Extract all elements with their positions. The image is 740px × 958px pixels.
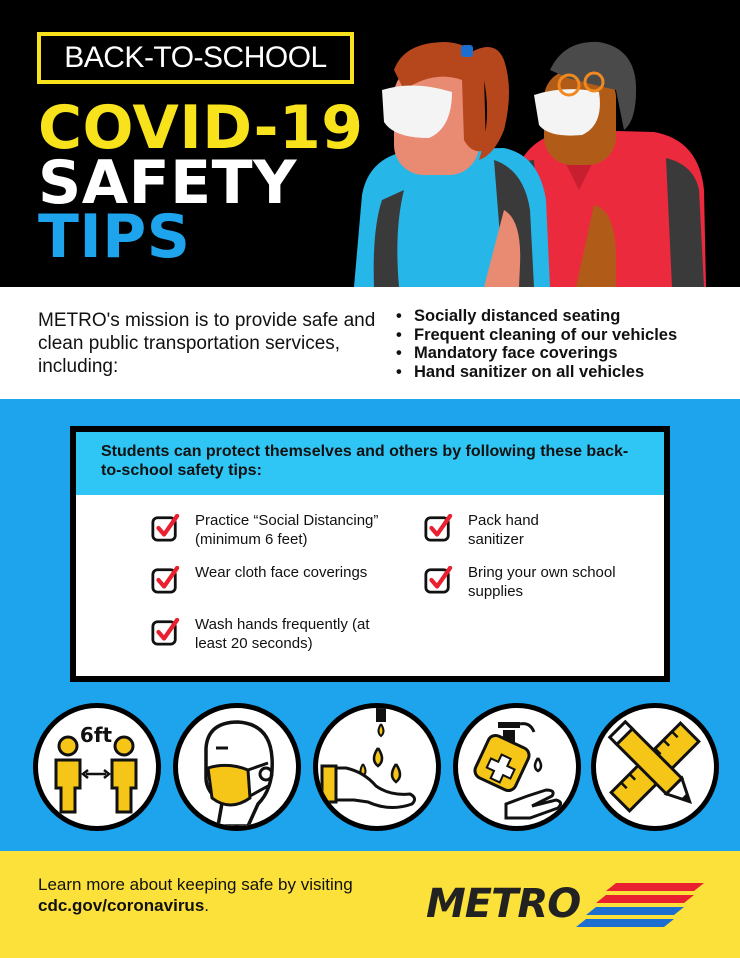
distance-label: 6ft	[79, 723, 113, 747]
checkbox-checked-icon	[150, 514, 180, 542]
checkbox-checked-icon	[423, 514, 453, 542]
tip-text: Wash hands frequently (at least 20 seconds)	[195, 616, 370, 652]
hero-kicker: BACK-TO-SCHOOL	[37, 32, 354, 84]
tip-text: Wear cloth face coverings	[195, 564, 368, 581]
footer-text-block	[38, 874, 353, 916]
tips-card	[70, 426, 670, 682]
students-illustration	[354, 30, 740, 287]
mission-section	[0, 287, 740, 399]
tip-item	[150, 564, 405, 594]
metro-logo-stripes-icon	[576, 879, 706, 935]
tip-text: Pack hand sanitizer	[468, 512, 539, 548]
mission-item: • Hand sanitizer on all vehicles	[396, 363, 677, 382]
tip-item	[150, 616, 405, 653]
checkbox-checked-icon	[150, 566, 180, 594]
footer-link-suffix: .	[204, 896, 210, 915]
hero-title-line2: SAFETY	[38, 148, 297, 218]
hand-sanitizer-icon	[453, 703, 581, 831]
footer	[0, 851, 740, 958]
cdc-link[interactable]: cdc.gov/coronavirus	[38, 896, 205, 915]
tip-item	[423, 564, 618, 601]
icon-row	[0, 703, 740, 831]
student-ponytail-figure	[354, 42, 550, 287]
school-supplies-icon	[591, 703, 719, 831]
mission-list	[396, 307, 677, 381]
safety-tips-section	[0, 399, 740, 851]
social-distance-icon	[33, 703, 161, 831]
checkbox-checked-icon	[150, 618, 180, 646]
tip-item	[150, 512, 405, 549]
mission-statement: METRO's mission is to provide safe and clean public transportation services, including:	[38, 310, 376, 377]
hero-title-line3: TIPS	[38, 202, 191, 272]
footer-text: Learn more about keeping safe by visiting	[38, 875, 353, 894]
face-mask-icon	[173, 703, 301, 831]
mission-item: • Socially distanced seating	[396, 307, 677, 326]
metro-logo-wordmark: METRO	[426, 881, 581, 927]
metro-logo	[426, 879, 706, 935]
hero-title-line1: COVID-19	[38, 93, 364, 163]
tips-heading: Students can protect themselves and others by following these back-to-school safety tips:	[76, 432, 664, 495]
tip-item	[423, 512, 598, 549]
hand-washing-icon	[313, 703, 441, 831]
tip-text: Practice “Social Distancing” (minimum 6 feet)	[195, 512, 379, 548]
mission-item: • Mandatory face coverings	[396, 344, 677, 363]
mission-item: • Frequent cleaning of our vehicles	[396, 326, 677, 345]
checkbox-checked-icon	[423, 566, 453, 594]
tip-text: Bring your own school supplies	[468, 564, 616, 600]
hero-banner	[0, 0, 740, 287]
